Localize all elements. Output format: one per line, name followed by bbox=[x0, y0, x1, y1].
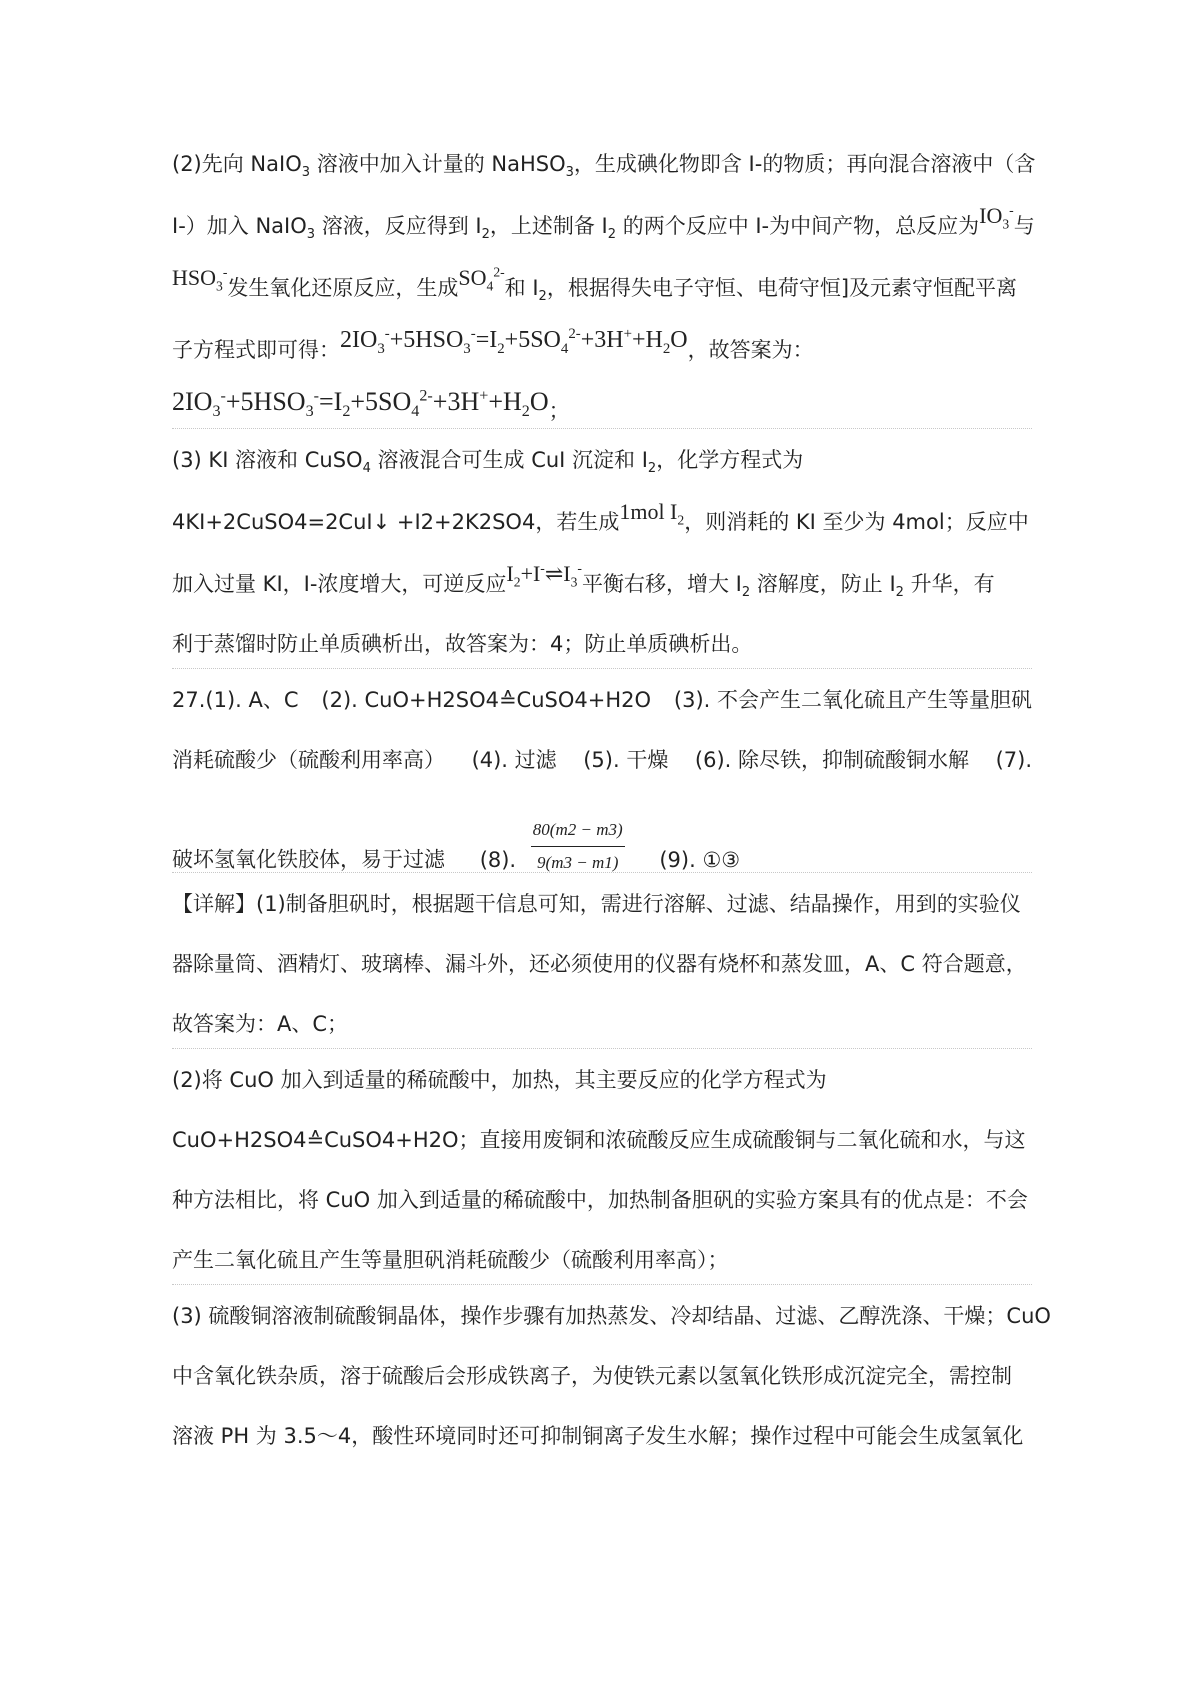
iodate-ion: $IO_3^-$ bbox=[979, 202, 1014, 232]
mol-iodine: 1mol $I_2$ bbox=[619, 499, 685, 528]
ionic-equation: $2IO_3^-+5HSO_3^-=I_2+5SO_4^{2-}+3H^++H_2O$ bbox=[340, 326, 688, 357]
p3-line-3: 加入过量 KI，I-浓度增大，可逆反应$I_2+I^-\rightleftharpoons I_3^-$平衡右移，增大 $I_2$ 溶解度，防止 $I_2$ 升华，有 bbox=[172, 560, 995, 601]
divider bbox=[172, 1284, 1032, 1285]
detail-line-1: 【详解】(1)制备胆矾时，根据题干信息可知，需进行溶解、过滤、结晶操作，用到的实验仪 bbox=[172, 892, 1021, 916]
p3-line-1: (3) KI 溶液和 CuSO$_4$ 溶液混合可生成 CuI 沉淀和 $I_2$，化学方程式为 bbox=[172, 448, 804, 477]
divider bbox=[172, 668, 1032, 669]
p2-line-3: $HSO_3^-$发生氧化还原反应，生成$SO_4^{2-}$和 $I_2$，根据得失电子守恒、电荷守恒]及元素守恒配平离 bbox=[172, 264, 1018, 305]
p2b-line-2: CuO+H2SO4≙CuSO4+H2O；直接用废铜和浓硫酸反应生成硫酸铜与二氧化硫和水，与这 bbox=[172, 1128, 1026, 1152]
fraction-answer: $\frac{80(m2 - m3)}{9(m3 - m1)}$ bbox=[531, 816, 625, 877]
detail-line-3: 故答案为：A、C； bbox=[172, 1012, 349, 1036]
p2b-line-4: 产生二氧化硫且产生等量胆矾消耗硫酸少（硫酸利用率高）； bbox=[172, 1248, 729, 1272]
p2-line-2: I-）加入 NaIO$_3$ 溶液，反应得到 $I_2$，上述制备 $I_2$ 的两个反应中 I-为中间产物，总反应为$IO_3^-$与 bbox=[172, 202, 1035, 243]
q27-line-2: 消耗硫酸少（硫酸利用率高） (4). 过滤 (5). 干燥 (6). 除尽铁，抑制硫酸铜水解 (7). bbox=[172, 748, 1032, 772]
divider bbox=[172, 1048, 1032, 1049]
p2-line-4: 子方程式即可得：$2IO_3^-+5HSO_3^-=I_2+5SO_4^{2-}+3H^++H_2O$，故答案为： bbox=[172, 326, 814, 362]
p2b-line-3: 种方法相比，将 CuO 加入到适量的稀硫酸中，加热制备胆矾的实验方案具有的优点是：不会 bbox=[172, 1188, 1028, 1212]
p2b-line-1: (2)将 CuO 加入到适量的稀硫酸中，加热，其主要反应的化学方程式为 bbox=[172, 1068, 827, 1092]
sulfate-ion: $SO_4^{2-}$ bbox=[458, 264, 505, 294]
p3-line-2: 4KI+2CuSO4=2CuI↓ +I2+2K2SO4，若生成1mol $I_2$，则消耗的 KI 至少为 4mol；反应中 bbox=[172, 499, 1029, 534]
p3b-line-2: 中含氧化铁杂质，溶于硫酸后会形成铁离子，为使铁元素以氢氧化铁形成沉淀完全，需控制 bbox=[172, 1364, 1012, 1388]
detail-line-2: 器除量筒、酒精灯、玻璃棒、漏斗外，还必须使用的仪器有烧杯和蒸发皿，A、C 符合题意， bbox=[172, 952, 1027, 976]
equilibrium-equation: $I_2+I^-\rightleftharpoons I_3^-$ bbox=[506, 560, 582, 590]
q27-line-3: 破坏氢氧化铁胶体，易于过滤 (8). $\frac{80(m2 - m3)}{9(m3 - m1)}$ (9). ①③ bbox=[172, 830, 1032, 891]
p2-line-5: $2IO_3^-+5HSO_3^-=I_2+5SO_4^{2-}+3H^++H_2O$； bbox=[172, 387, 570, 423]
p2-line-1: (2)先向 NaIO$_3$ 溶液中加入计量的 NaHSO$_3$，生成碘化物即含 I-的物质；再向混合溶液中（含 bbox=[172, 152, 1036, 181]
p3-line-4: 利于蒸馏时防止单质碘析出，故答案为：4；防止单质碘析出。 bbox=[172, 632, 753, 656]
bisulfite-ion: $HSO_3^-$ bbox=[172, 264, 228, 294]
p3b-line-3: 溶液 PH 为 3.5～4，酸性环境同时还可抑制铜离子发生水解；操作过程中可能会生成氢氧化 bbox=[172, 1424, 1024, 1448]
p3b-line-1: (3) 硫酸铜溶液制硫酸铜晶体，操作步骤有加热蒸发、冷却结晶、过滤、乙醇洗涤、干燥；CuO bbox=[172, 1304, 1051, 1328]
divider bbox=[172, 872, 1032, 873]
ionic-equation-answer: $2IO_3^-+5HSO_3^-=I_2+5SO_4^{2-}+3H^++H_2O$ bbox=[172, 387, 549, 421]
divider bbox=[172, 428, 1032, 429]
q27-line-1: 27.(1). A、C (2). CuO+H2SO4≙CuSO4+H2O (3). 不会产生二氧化硫且产生等量胆矾 bbox=[172, 688, 1032, 712]
